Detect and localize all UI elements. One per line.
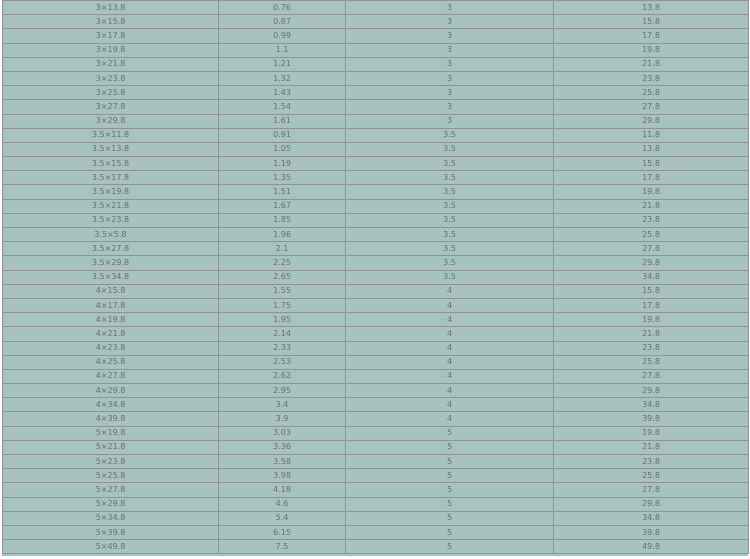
table-cell: 3 [346, 43, 554, 57]
table-row [3, 86, 749, 100]
table-row [3, 199, 749, 213]
table-cell: 5 [346, 440, 554, 454]
table-cell: 5×39.8 [3, 525, 219, 539]
spec-table [2, 0, 749, 554]
table-cell: 49.8 [554, 540, 749, 554]
table-cell: 5 [346, 525, 554, 539]
table-cell: 4 [346, 398, 554, 412]
table-cell: 17.8 [554, 171, 749, 185]
table-cell: 4.6 [219, 497, 346, 511]
table-cell: 23.8 [554, 341, 749, 355]
table-row [3, 327, 749, 341]
table-cell: 25.8 [554, 228, 749, 242]
table-cell: 17.8 [554, 29, 749, 43]
table-cell: 21.8 [554, 327, 749, 341]
table-cell: 3.5×23.8 [3, 213, 219, 227]
table-row [3, 100, 749, 114]
table-cell: 19.8 [554, 43, 749, 57]
table-row [3, 171, 749, 185]
table-row [3, 426, 749, 440]
table-cell: 3×15.8 [3, 15, 219, 29]
table-cell: 34.8 [554, 511, 749, 525]
table-cell: 13.8 [554, 142, 749, 156]
table-cell: 7.5 [219, 540, 346, 554]
table-cell: 3.5×11.8 [3, 128, 219, 142]
table-cell: 34.8 [554, 270, 749, 284]
table-row [3, 497, 749, 511]
table-cell: 2.25 [219, 256, 346, 270]
table-row [3, 157, 749, 171]
table-cell: 5 [346, 469, 554, 483]
table-cell: 3 [346, 114, 554, 128]
table-row [3, 1, 749, 15]
table-cell: 4×27.8 [3, 369, 219, 383]
table-cell: 39.8 [554, 525, 749, 539]
table-cell: 5×25.8 [3, 469, 219, 483]
table-cell: 5 [346, 540, 554, 554]
table-cell: 1.75 [219, 298, 346, 312]
table-cell: 3.5×13.8 [3, 142, 219, 156]
table-cell: 5.4 [219, 511, 346, 525]
table-cell: 3×23.8 [3, 71, 219, 85]
table-cell: 4 [346, 341, 554, 355]
table-cell: 3.5 [346, 142, 554, 156]
table-cell: 5×21.8 [3, 440, 219, 454]
table-cell: 5×29.8 [3, 497, 219, 511]
table-cell: 4×23.8 [3, 341, 219, 355]
table-row [3, 525, 749, 539]
table-cell: 5×23.8 [3, 455, 219, 469]
table-row [3, 15, 749, 29]
table-cell: 21.8 [554, 440, 749, 454]
table-cell: 2.1 [219, 242, 346, 256]
table-cell: 5 [346, 511, 554, 525]
table-cell: 27.8 [554, 242, 749, 256]
table-row [3, 455, 749, 469]
table-cell: 1.21 [219, 57, 346, 71]
table-cell: 1.19 [219, 157, 346, 171]
table-cell: 3.5×34.8 [3, 270, 219, 284]
table-cell: 1.54 [219, 100, 346, 114]
table-cell: 4×21.8 [3, 327, 219, 341]
table-cell: 4×25.8 [3, 355, 219, 369]
table-cell: 17.8 [554, 298, 749, 312]
table-row [3, 142, 749, 156]
table-cell: 3.5×21.8 [3, 199, 219, 213]
table-row [3, 213, 749, 227]
table-row [3, 369, 749, 383]
table-row [3, 242, 749, 256]
table-cell: 19.8 [554, 426, 749, 440]
table-row [3, 128, 749, 142]
table-row [3, 469, 749, 483]
table-row [3, 440, 749, 454]
table-cell: 3×21.8 [3, 57, 219, 71]
table-cell: 3.5 [346, 157, 554, 171]
table-cell: 3 [346, 100, 554, 114]
table-row [3, 270, 749, 284]
table-cell: 0.76 [219, 1, 346, 15]
table-row [3, 29, 749, 43]
table-cell: 29.8 [554, 497, 749, 511]
table-cell: 2.65 [219, 270, 346, 284]
table-cell: 1.67 [219, 199, 346, 213]
table-cell: 3×13.8 [3, 1, 219, 15]
table-cell: 1.96 [219, 228, 346, 242]
table-cell: 3 [346, 57, 554, 71]
table-cell: 27.8 [554, 483, 749, 497]
table-cell: 4 [346, 327, 554, 341]
table-row [3, 313, 749, 327]
table-cell: 34.8 [554, 398, 749, 412]
table-cell: 3.58 [219, 455, 346, 469]
table-cell: 2.95 [219, 384, 346, 398]
table-cell: 6.15 [219, 525, 346, 539]
table-cell: 5 [346, 455, 554, 469]
table-cell: 29.8 [554, 384, 749, 398]
table-cell: 3.5×5.8 [3, 228, 219, 242]
table-row [3, 43, 749, 57]
table-cell: 29.8 [554, 256, 749, 270]
table-row [3, 398, 749, 412]
table-row [3, 511, 749, 525]
table-cell: 3 [346, 1, 554, 15]
table-cell: 4×34.8 [3, 398, 219, 412]
table-cell: 29.8 [554, 114, 749, 128]
table-cell: 3 [346, 15, 554, 29]
table-cell: 3.5 [346, 199, 554, 213]
table-cell: 4 [346, 412, 554, 426]
table-cell: 3.5×17.8 [3, 171, 219, 185]
table-cell: 2.14 [219, 327, 346, 341]
table-cell: 3.5×29.8 [3, 256, 219, 270]
table-cell: 5 [346, 483, 554, 497]
table-cell: 3.5 [346, 213, 554, 227]
table-cell: 13.8 [554, 1, 749, 15]
table-cell: 1.32 [219, 71, 346, 85]
table-cell: 25.8 [554, 355, 749, 369]
table-cell: 4.18 [219, 483, 346, 497]
table-cell: 0.99 [219, 29, 346, 43]
table-cell: 3.5×27.8 [3, 242, 219, 256]
table-cell: 23.8 [554, 71, 749, 85]
table-cell: 3.5×15.8 [3, 157, 219, 171]
table-cell: 3.5 [346, 185, 554, 199]
table-cell: 27.8 [554, 100, 749, 114]
table-row [3, 114, 749, 128]
table-cell: 23.8 [554, 455, 749, 469]
table-cell: 21.8 [554, 57, 749, 71]
table-cell: 4 [346, 284, 554, 298]
table-cell: 1.55 [219, 284, 346, 298]
table-cell: 11.8 [554, 128, 749, 142]
table-cell: 23.8 [554, 213, 749, 227]
table-cell: 4 [346, 384, 554, 398]
table-cell: 4×17.8 [3, 298, 219, 312]
table-row [3, 228, 749, 242]
table-cell: 1.95 [219, 313, 346, 327]
table-cell: 3.5 [346, 228, 554, 242]
table-cell: 5×49.8 [3, 540, 219, 554]
table-cell: 3×19.8 [3, 43, 219, 57]
table-cell: 5 [346, 497, 554, 511]
table-row [3, 341, 749, 355]
table-row [3, 71, 749, 85]
table-cell: 4 [346, 369, 554, 383]
table-cell: 1.43 [219, 86, 346, 100]
table-cell: 5×19.8 [3, 426, 219, 440]
table-cell: 3.5 [346, 242, 554, 256]
table-cell: 19.8 [554, 313, 749, 327]
table-row [3, 284, 749, 298]
table-cell: 3 [346, 29, 554, 43]
table-cell: 4 [346, 313, 554, 327]
table-cell: 39.8 [554, 412, 749, 426]
table-cell: 3.5 [346, 256, 554, 270]
table-cell: 3.03 [219, 426, 346, 440]
table-cell: 2.33 [219, 341, 346, 355]
table-cell: 3.9 [219, 412, 346, 426]
table-cell: 25.8 [554, 86, 749, 100]
table-row [3, 483, 749, 497]
table-cell: 3.5 [346, 270, 554, 284]
table-row [3, 412, 749, 426]
table-cell: 1.85 [219, 213, 346, 227]
table-cell: 4×39.8 [3, 412, 219, 426]
table-row [3, 57, 749, 71]
table-row [3, 355, 749, 369]
table-cell: 1.35 [219, 171, 346, 185]
table-cell: 15.8 [554, 15, 749, 29]
table-cell: 27.8 [554, 369, 749, 383]
table-cell: 4×29.8 [3, 384, 219, 398]
table-cell: 3×27.8 [3, 100, 219, 114]
table-cell: 0.91 [219, 128, 346, 142]
table-cell: 0.87 [219, 15, 346, 29]
table-cell: 25.8 [554, 469, 749, 483]
table-cell: 3.36 [219, 440, 346, 454]
table-cell: 3×25.8 [3, 86, 219, 100]
table-cell: 5×34.8 [3, 511, 219, 525]
table-cell: 4 [346, 355, 554, 369]
table-cell: 3.5×19.8 [3, 185, 219, 199]
table-cell: 2.53 [219, 355, 346, 369]
spec-table-container [2, 0, 748, 556]
table-cell: 4 [346, 298, 554, 312]
table-cell: 5 [346, 426, 554, 440]
table-cell: 1.05 [219, 142, 346, 156]
table-cell: 15.8 [554, 284, 749, 298]
table-cell: 3×29.8 [3, 114, 219, 128]
table-cell: 1.51 [219, 185, 346, 199]
table-row [3, 185, 749, 199]
table-cell: 4×15.8 [3, 284, 219, 298]
table-cell: 2.62 [219, 369, 346, 383]
table-cell: 3 [346, 86, 554, 100]
table-cell: 15.8 [554, 157, 749, 171]
table-cell: 1.1 [219, 43, 346, 57]
table-row [3, 540, 749, 554]
table-cell: 5×27.8 [3, 483, 219, 497]
table-cell: 3.4 [219, 398, 346, 412]
table-row [3, 256, 749, 270]
table-cell: 1.61 [219, 114, 346, 128]
table-cell: 3×17.8 [3, 29, 219, 43]
spec-table-body [3, 1, 749, 554]
table-row [3, 298, 749, 312]
table-cell: 3.5 [346, 171, 554, 185]
table-cell: 21.8 [554, 199, 749, 213]
table-cell: 3.5 [346, 128, 554, 142]
table-cell: 3.98 [219, 469, 346, 483]
table-cell: 19.8 [554, 185, 749, 199]
table-cell: 3 [346, 71, 554, 85]
table-cell: 4×19.8 [3, 313, 219, 327]
table-row [3, 384, 749, 398]
